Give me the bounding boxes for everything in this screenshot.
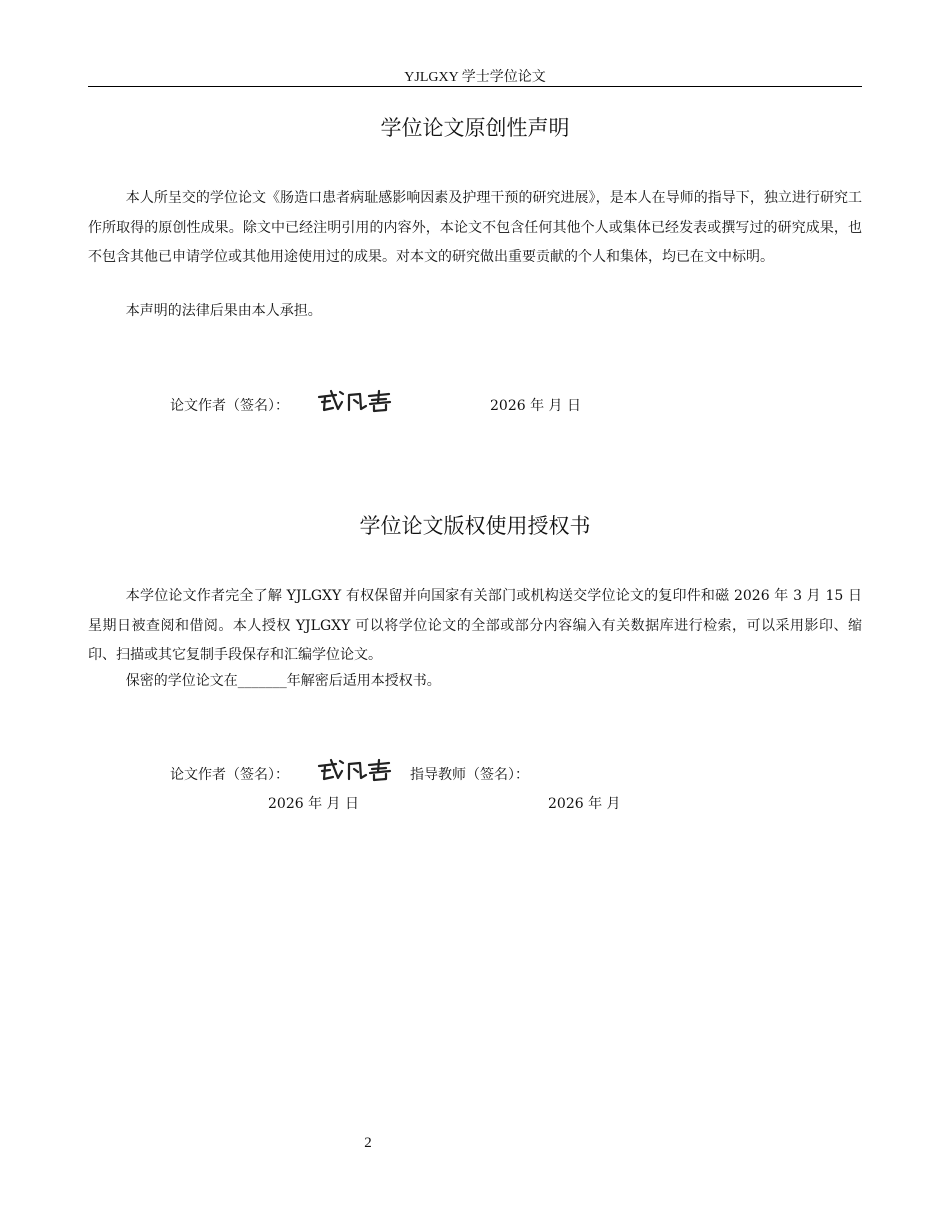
copyright-author-date: 2026 年 月 日 (268, 796, 359, 812)
originality-date: 2026 年 月 日 (490, 398, 581, 414)
author-signature-2 (316, 757, 396, 783)
advisor-label: 指导教师（签名）： (410, 767, 529, 783)
author-signature (316, 388, 396, 414)
originality-title: 学位论文原创性声明 (380, 116, 570, 140)
originality-paragraph-2: 本声明的法律后果由本人承担。 (125, 303, 322, 319)
copyright-author-label: 论文作者（签名）： (170, 767, 289, 783)
copyright-paragraph-1: 本学位论文作者完全了解 YJLGXY 有权保留并向国家有关部门或机构送交学位论文的复印件和磁 2026 年 3 月 15 日星期日被查阅和借阅。本人授权 YJLGXY 可以将学位论文的全部或部分内容编入有关数据库进行检索，可以采用影印、缩印、扫描或其它复制手段保存和汇编学位论文。 (88, 588, 862, 663)
running-header: YJLGXY 学士学位论文 (404, 70, 546, 85)
originality-author-label: 论文作者（签名）： (170, 398, 289, 414)
originality-paragraph-1: 本人所呈交的学位论文《肠造口患者病耻感影响因素及护理干预的研究进展》，是本人在导师的指导下，独立进行研究工作所取得的原创性成果。除文中已经注明引用的内容外，本论文不包含任何其他个人或集体已经发表或撰写过的研究成果，也不包含其他已申请学位或其他用途使用过的成果。对本文的研究做出重要贡献的个人和集体，均已在文中标明。 (88, 190, 862, 265)
page-number: 2 (364, 1135, 372, 1151)
copyright-paragraph-2: 保密的学位论文在_______年解密后适用本授权书。 (125, 673, 441, 689)
header-rule (88, 86, 862, 87)
advisor-date: 2026 年 月 (548, 796, 621, 812)
copyright-title: 学位论文版权使用授权书 (359, 514, 591, 538)
